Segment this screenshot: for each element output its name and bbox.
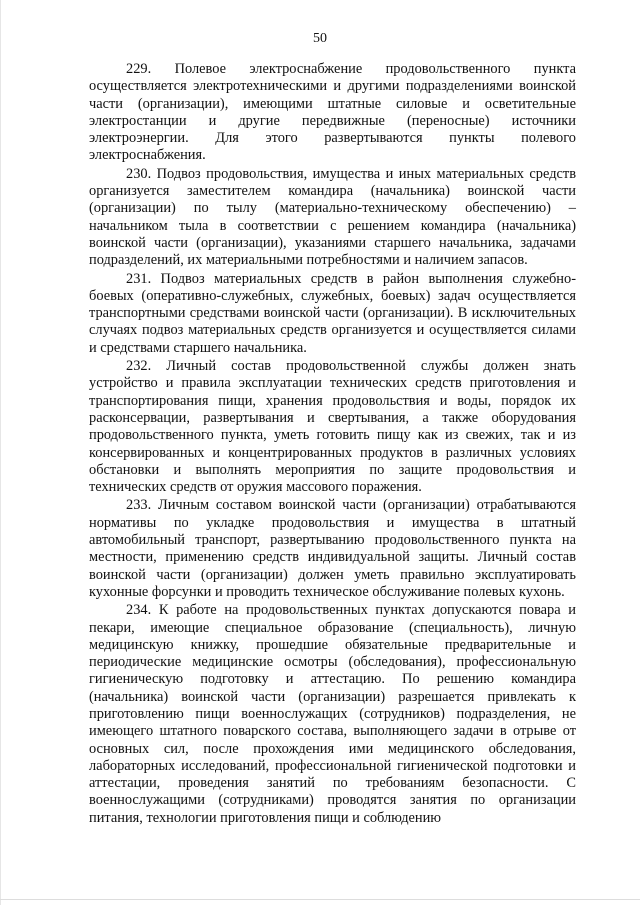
scan-bottom-edge <box>0 899 640 900</box>
paragraph-232: 232. Личный состав продовольственной службы должен знать устройство и правила эксплуатации технических средств приготовления и транспортирования пищи, хранения продовольствия и воды, порядок их расконсервации, развертывания и свертывания, а также оборудования продовольственного пункта, уметь готовить пищу как из свежих, так и из консервированных и концентрированных продуктов в различных условиях обстановки и выполнять мероприятия по защите продовольствия и технических средств от оружия массового поражения. <box>89 358 576 496</box>
paragraph-230: 230. Подвоз продовольствия, имущества и иных материальных средств организуется заместителем командира (начальника) воинской части (организации) по тылу (материально-техническому обеспечению) – начальником тыла в соответствии с решением командира (начальника) воинской части (организации), указаниями старшего начальника, задачами подразделений, их материальными потребностями и наличием запасов. <box>89 165 576 269</box>
paragraph-234: 234. К работе на продовольственных пунктах допускаются повара и пекари, имеющие специальное образование (специальность), личную медицинскую книжку, прошедшие обязательные предварительные и периодические медицинские осмотры (обследования), профессиональную гигиеническую подготовку и аттестацию. По решению командира (начальника) воинской части (организации) разрешается привлекать к приготовлению пищи военнослужащих (сотрудников) подразделения, не имеющего штатного поварского состава, выполняющего задачи в отрыве от основных сил, после прохождения ими медицинского обследования, лабораторных исследований, профессиональной гигиенической подготовки и аттестации, проведения занятий по требованиям безопасности. С военнослужащими (сотрудниками) проводятся занятия по организации питания, технологии приготовления пищи и соблюдению <box>89 602 576 826</box>
paragraph-231: 231. Подвоз материальных средств в район выполнения служебно-боевых (оперативно-служебных, служебных, боевых) задач осуществляется транспортными средствами воинской части (организации). В исключительных случаях подвоз материальных средств организуется и осуществляется силами и средствами старшего начальника. <box>89 270 576 356</box>
page-edge <box>0 0 1 905</box>
document-body <box>89 61 576 827</box>
page-number: 50 <box>313 31 327 46</box>
paragraph-233: 233. Личным составом воинской части (организации) отрабатываются нормативы по укладке продовольствия и имущества в штатный автомобильный транспорт, развертыванию продовольственного пункта на местности, применению средств индивидуальной защиты. Личный состав воинской части (организации) должен уметь правильно эксплуатировать кухонные форсунки и проводить техническое обслуживание полевых кухонь. <box>89 497 576 600</box>
paragraph-229: 229. Полевое электроснабжение продовольственного пункта осуществляется электротехническими и другими подразделениями воинской части (организации), имеющими штатные силовые и осветительные электростанции и другие передвижные (переносные) источники электроэнергии. Для этого развертываются пункты полевого электроснабжения. <box>89 61 576 164</box>
